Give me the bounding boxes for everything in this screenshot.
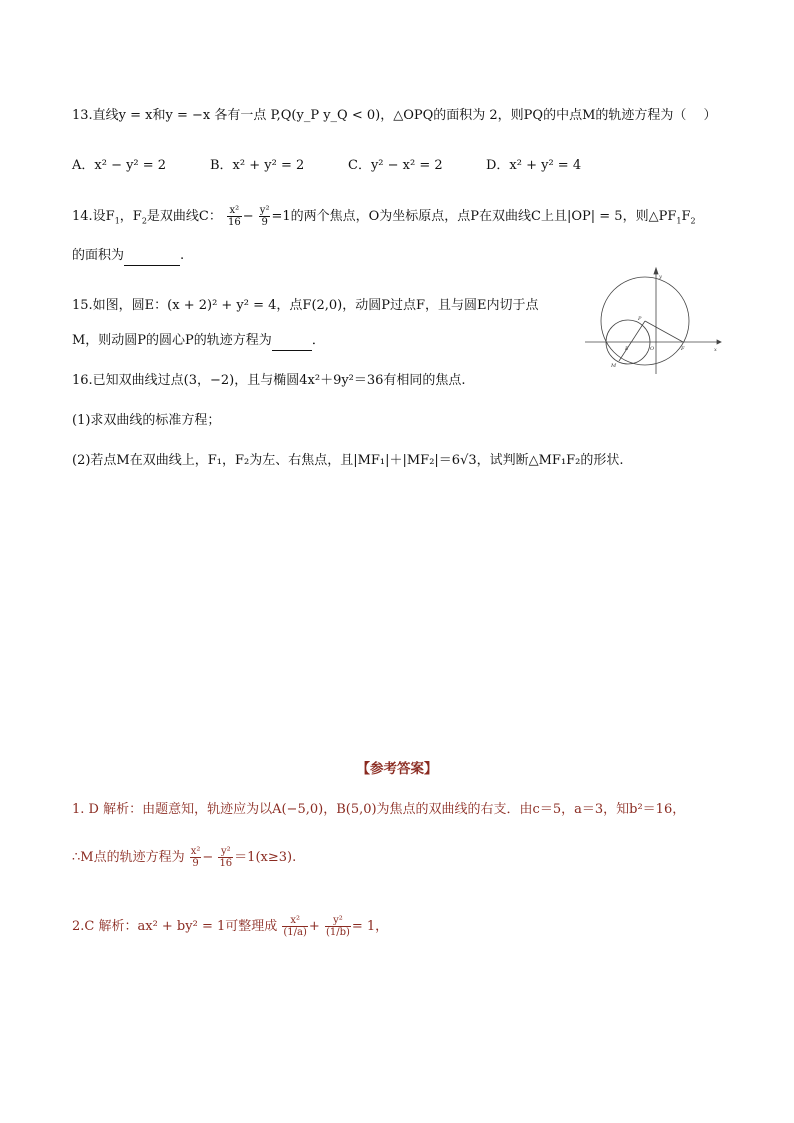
y-axis-arrow (654, 268, 658, 274)
label-x: x (714, 347, 717, 353)
q14-line2: 的面积为 . (72, 246, 184, 266)
label-e: E (625, 346, 629, 352)
label-p: P (638, 316, 642, 322)
label-m: M (611, 363, 617, 369)
a1-fraction-y: $\frac{\text{y²}}{16}$ (219, 846, 233, 869)
answer-blank (272, 336, 312, 351)
label-o: O (650, 346, 655, 352)
answers-heading: 【参考答案】 (356, 761, 438, 777)
a2-fraction-x: $\frac{\text{x²}}{(1/a)}$ (283, 915, 307, 938)
q15-circle-figure (583, 262, 723, 377)
q16-part1: (1)求双曲线的标准方程； (72, 413, 221, 428)
q13-choices (0, 156, 794, 176)
segment-pf (645, 321, 683, 342)
label-y: y (659, 274, 662, 280)
q15-line1: 15.如图，圆E：(x + 2)² + y² = 4，点F(2,0)，动圆P过点F，且与圆E内切于点 (72, 298, 539, 313)
q13-choice-c: C．y² − x² = 2 (348, 158, 443, 173)
q14-fraction-x: $\frac{\text{x²}}{16}$ (228, 205, 241, 228)
answer-2-line1: 2.C 解析：ax² + by² = 1可整理成 $\frac{\text{x²}}{(1/a)}$ + $\frac{\text{y²}}{(1/b)}$ = 1， (72, 915, 389, 938)
a1-fraction-x: $\frac{\text{x²}}{9}$ (190, 846, 201, 869)
segment-pm (619, 321, 645, 361)
a2-fraction-y: $\frac{\text{y²}}{(1/b)}$ (325, 915, 350, 938)
label-f: F (681, 346, 685, 352)
q14-line1: 14.设$F_1$，$F_2$是双曲线C： $\frac{\text{x²}}{16}$ − $\frac{\text{y²}}{9}$ =1的两个焦点，O为坐标原点，点P在双曲线C上且|OP| = 5，则$\triangle PF_1F_2$ (72, 205, 696, 228)
q13-choice-b: B．x² + y² = 2 (210, 158, 305, 173)
answer-1-line1: 1. D 解析：由题意知，轨迹应为以A(−5,0)，B(5,0)为焦点的双曲线的右支．由c＝5，a＝3，知b²＝16， (72, 802, 686, 817)
answer-blank (124, 251, 180, 266)
q15-line2: M，则动圆P的圆心P的轨迹方程为 ． (72, 331, 325, 351)
q13-stem: 13.直线y = x和y = −x 各有一点 P,Q(y_P y_Q < 0)，△OPQ的面积为 2，则PQ的中点M的轨迹方程为（ ） (72, 108, 717, 123)
answer-1-line2: ∴M点的轨迹方程为 $\frac{\text{x²}}{9}$ − $\frac{\text{y²}}{16}$ ＝1(x≥3). (72, 846, 297, 869)
q14-fraction-y: $\frac{\text{y²}}{9}$ (259, 205, 270, 228)
q13-choice-d: D．x² + y² = 4 (486, 158, 582, 173)
q16-part2: (2)若点M在双曲线上，F₁，F₂为左、右焦点，且|MF₁|＋|MF₂|＝6√3，试判断△MF₁F₂的形状. (72, 453, 624, 468)
q13-choice-a: A．x² − y² = 2 (72, 158, 167, 173)
q16-stem: 16.已知双曲线过点(3，−2)，且与椭圆4x²＋9y²＝36有相同的焦点. (72, 373, 466, 388)
x-axis-arrow (717, 340, 721, 344)
